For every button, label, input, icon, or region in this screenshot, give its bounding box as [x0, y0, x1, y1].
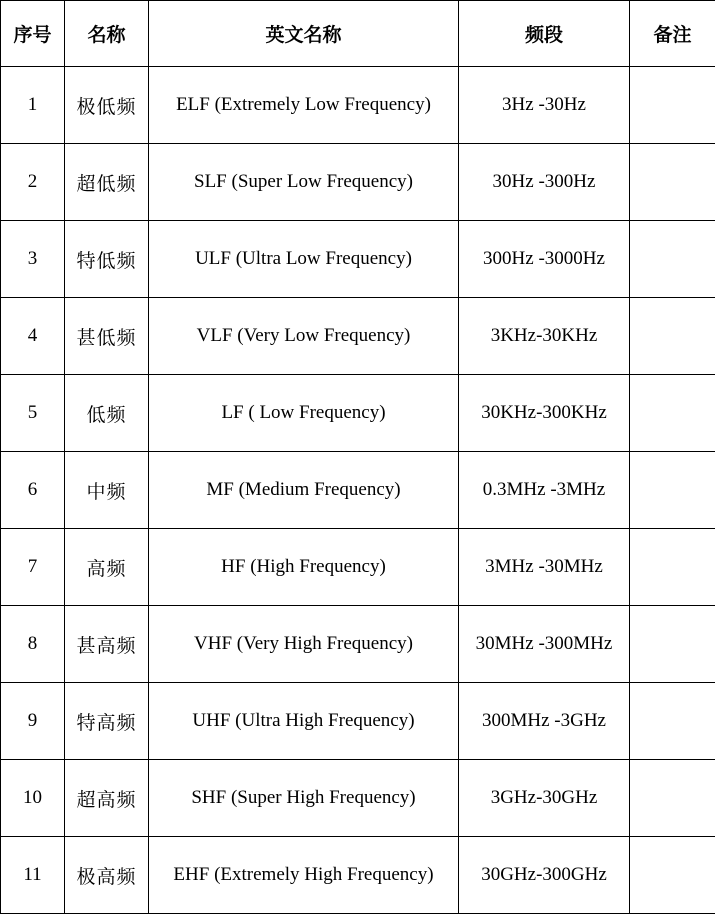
header-name: 名称 [65, 1, 149, 67]
cell-remarks [630, 221, 715, 298]
cell-remarks [630, 67, 715, 144]
cell-name: 低频 [65, 375, 149, 452]
table-row [1, 529, 715, 606]
cell-english-name: LF ( Low Frequency) [149, 375, 459, 452]
table-row [1, 606, 715, 683]
table-row [1, 67, 715, 144]
cell-english-name: VHF (Very High Frequency) [149, 606, 459, 683]
cell-name: 高频 [65, 529, 149, 606]
cell-band: 30MHz -300MHz [459, 606, 630, 683]
cell-no: 7 [1, 529, 65, 606]
cell-english-name: VLF (Very Low Frequency) [149, 298, 459, 375]
cell-band: 300MHz -3GHz [459, 683, 630, 760]
cell-english-name: SHF (Super High Frequency) [149, 760, 459, 837]
header-english-name: 英文名称 [149, 1, 459, 67]
cell-remarks [630, 529, 715, 606]
cell-no: 10 [1, 760, 65, 837]
cell-no: 1 [1, 67, 65, 144]
cell-name: 极低频 [65, 67, 149, 144]
cell-no: 4 [1, 298, 65, 375]
cell-name: 极高频 [65, 837, 149, 914]
cell-remarks [630, 837, 715, 914]
cell-band: 3Hz -30Hz [459, 67, 630, 144]
cell-remarks [630, 144, 715, 221]
cell-band: 30Hz -300Hz [459, 144, 630, 221]
table-row [1, 375, 715, 452]
cell-remarks [630, 760, 715, 837]
table-row [1, 837, 715, 914]
cell-name: 超高频 [65, 760, 149, 837]
cell-name: 超低频 [65, 144, 149, 221]
cell-remarks [630, 298, 715, 375]
cell-no: 2 [1, 144, 65, 221]
table-row [1, 298, 715, 375]
cell-name: 甚低频 [65, 298, 149, 375]
cell-english-name: ULF (Ultra Low Frequency) [149, 221, 459, 298]
cell-english-name: ELF (Extremely Low Frequency) [149, 67, 459, 144]
cell-name: 特低频 [65, 221, 149, 298]
cell-no: 9 [1, 683, 65, 760]
table-row [1, 452, 715, 529]
cell-band: 3GHz-30GHz [459, 760, 630, 837]
cell-band: 300Hz -3000Hz [459, 221, 630, 298]
cell-no: 11 [1, 837, 65, 914]
table-body [1, 67, 715, 914]
header-remarks: 备注 [630, 1, 715, 67]
cell-name: 中频 [65, 452, 149, 529]
cell-english-name: EHF (Extremely High Frequency) [149, 837, 459, 914]
cell-english-name: SLF (Super Low Frequency) [149, 144, 459, 221]
cell-remarks [630, 452, 715, 529]
cell-no: 6 [1, 452, 65, 529]
cell-band: 0.3MHz -3MHz [459, 452, 630, 529]
cell-name: 甚高频 [65, 606, 149, 683]
header-band: 频段 [459, 1, 630, 67]
table-row [1, 760, 715, 837]
cell-remarks [630, 375, 715, 452]
table-row [1, 221, 715, 298]
table-row [1, 683, 715, 760]
cell-no: 5 [1, 375, 65, 452]
cell-band: 3MHz -30MHz [459, 529, 630, 606]
cell-band: 3KHz-30KHz [459, 298, 630, 375]
cell-no: 8 [1, 606, 65, 683]
cell-english-name: HF (High Frequency) [149, 529, 459, 606]
header-no: 序号 [1, 1, 65, 67]
cell-band: 30GHz-300GHz [459, 837, 630, 914]
table-header-row [1, 1, 715, 67]
cell-band: 30KHz-300KHz [459, 375, 630, 452]
table-row [1, 144, 715, 221]
cell-remarks [630, 606, 715, 683]
cell-english-name: MF (Medium Frequency) [149, 452, 459, 529]
cell-no: 3 [1, 221, 65, 298]
cell-english-name: UHF (Ultra High Frequency) [149, 683, 459, 760]
cell-remarks [630, 683, 715, 760]
cell-name: 特高频 [65, 683, 149, 760]
